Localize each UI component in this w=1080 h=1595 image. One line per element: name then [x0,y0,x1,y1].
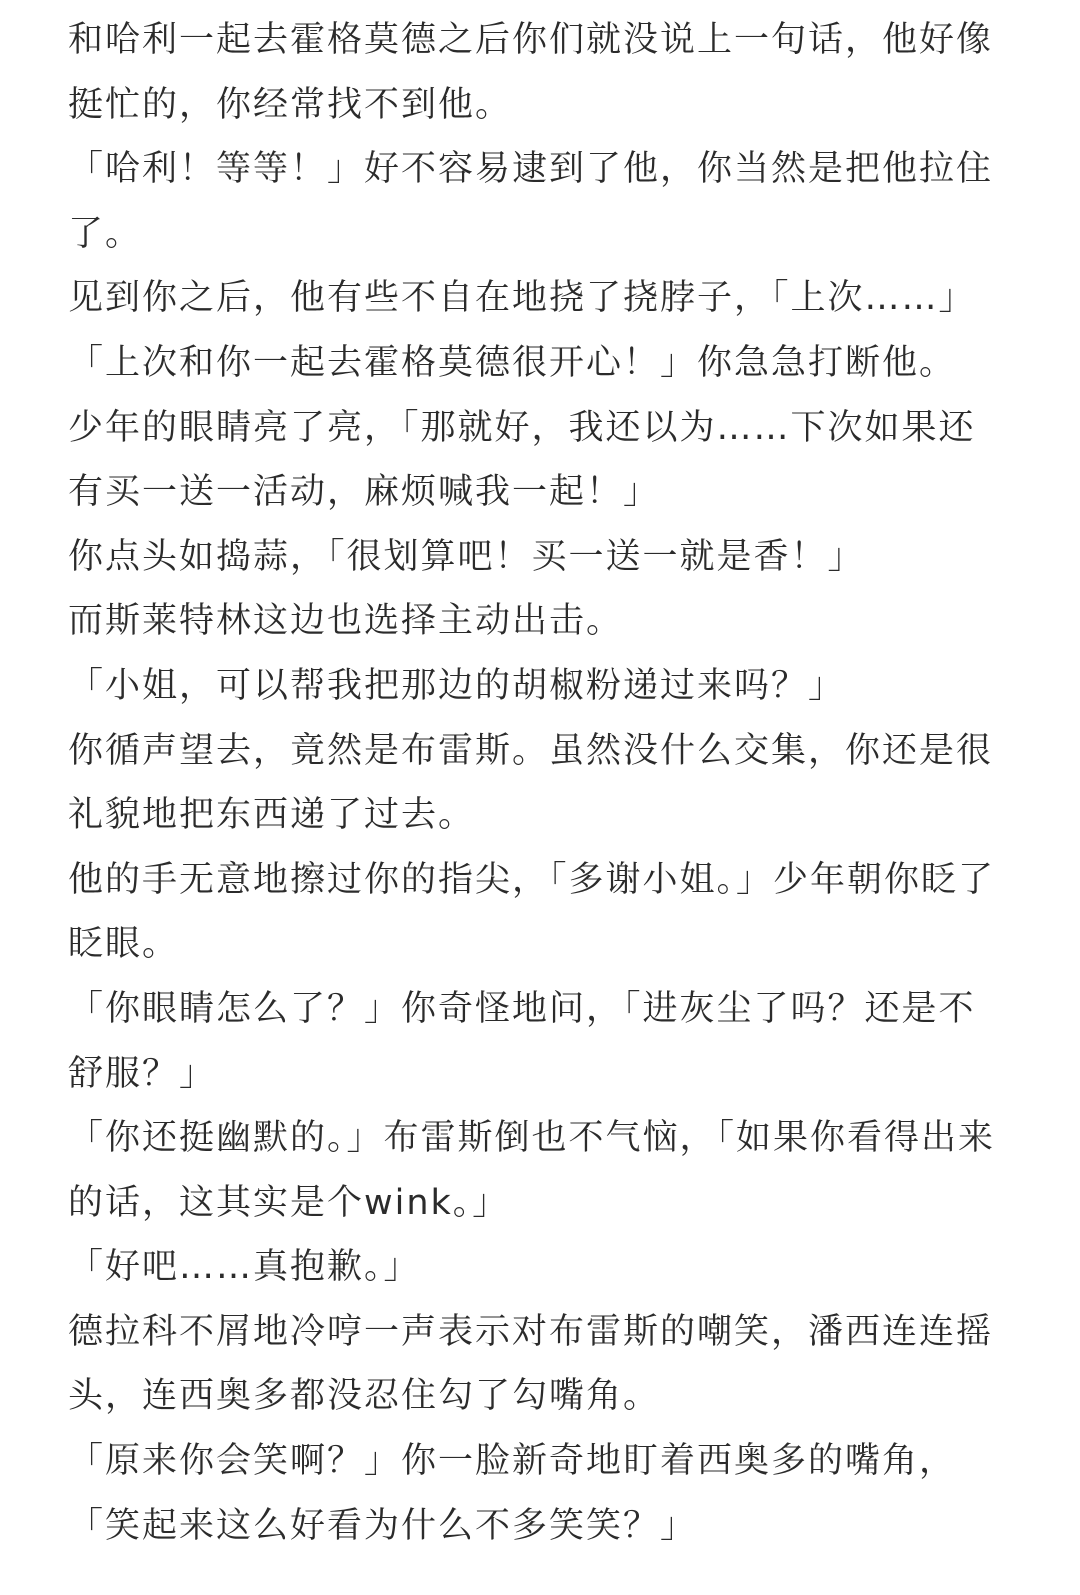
paragraph: 见到你之后，他有些不自在地挠了挠脖子，「上次……」 [68,278,976,319]
paragraph: 「你眼睛怎么了？」你奇怪地问，「进灰尘了吗？还是不舒服？」 [68,988,976,1094]
paragraph: 「哈利！等等！」好不容易逮到了他，你当然是把他拉住了。 [68,149,994,254]
paragraph: 他的手无意地擦过你的指尖，「多谢小姐。」少年朝你眨了眨眼。 [68,859,996,965]
paragraph: 「原来你会笑啊？」你一脸新奇地盯着西奥多的嘴角，「笑起来这么好看为什么不多笑笑？」 [68,1441,957,1546]
paragraph: 你点头如捣蒜，「很划算吧！买一送一就是香！」 [68,536,865,577]
document-body [68,8,998,1558]
paragraph: 「小姐，可以帮我把那边的胡椒粉递过来吗？」 [68,665,846,706]
paragraph: 你循声望去，竟然是布雷斯。虽然没什么交集，你还是很礼貌地把东西递了过去。 [68,730,994,836]
paragraph: 「上次和你一起去霍格莫德很开心！」你急急打断他。 [68,342,957,383]
paragraph: 和哈利一起去霍格莫德之后你们就没说上一句话，他好像挺忙的，你经常找不到他。 [68,20,994,125]
paragraph: 而斯莱特林这边也选择主动出击。 [68,601,624,642]
paragraph: 「好吧……真抱歉。」 [68,1247,421,1288]
paragraph: 「你还挺幽默的。」布雷斯倒也不气恼，「如果你看得出来的话，这其实是个wink。」 [68,1118,996,1223]
paragraph: 德拉科不屑地冷哼一声表示对布雷斯的嘲笑，潘西连连摇头，连西奥多都没忍住勾了勾嘴角。 [68,1311,994,1417]
paragraph: 少年的眼睛亮了亮，「那就好，我还以为……下次如果还有买一送一活动，麻烦喊我一起！」 [68,407,976,513]
